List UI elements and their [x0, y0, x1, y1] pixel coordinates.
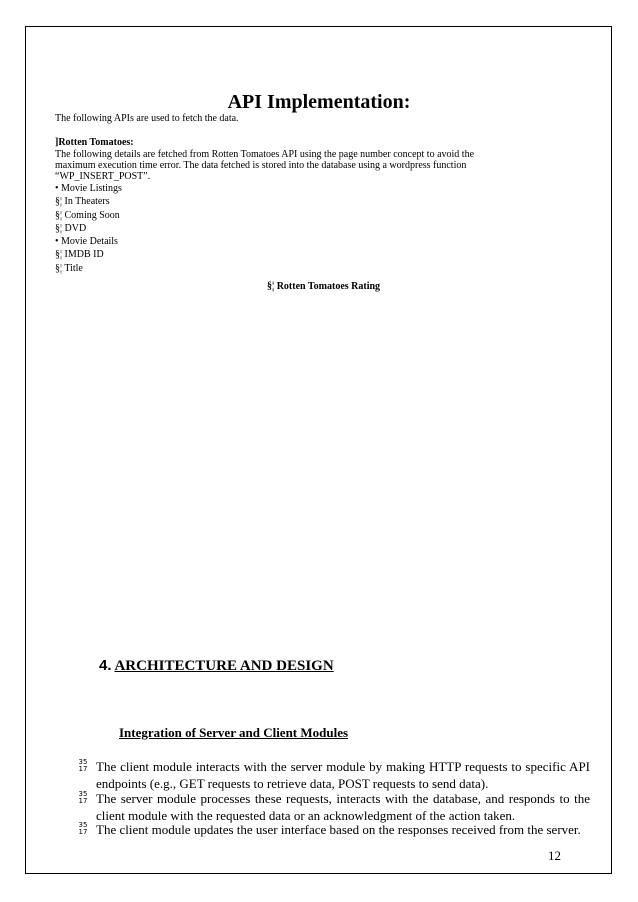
list-item-text: The server module processes these requests, interacts with the database, and responds to the client module with the requested data or an acknowledgment of the action taken. [96, 791, 590, 823]
list-item [55, 235, 118, 248]
list-item [55, 195, 110, 208]
list-item-label: Movie Details [61, 236, 118, 247]
page-title: API Implementation: [227, 91, 411, 113]
list-item-label: Title [64, 263, 83, 274]
page-number: 12 [548, 848, 561, 863]
list-item [55, 209, 120, 222]
list-item-label: Rotten Tomatoes Rating [276, 281, 381, 292]
intro-text: The following APIs are used to fetch the data. [55, 113, 239, 124]
bullet-marker: §¦ [267, 281, 275, 292]
list-item-label: DVD [64, 223, 87, 234]
list-item [55, 248, 104, 261]
bullet-marker: §¦ [55, 196, 63, 207]
description-line: The following details are fetched from Rotten Tomatoes API using the page number concept to avoid the [55, 149, 475, 160]
list-item [55, 262, 83, 275]
bullet-marker: §¦ [55, 223, 63, 234]
list-item [76, 790, 590, 824]
centered-list-item [267, 280, 380, 293]
list-marker-icon: 35 17 [78, 758, 88, 773]
section-number: 4. [99, 657, 112, 674]
description-line: “WP_INSERT_POST”. [55, 171, 151, 182]
bullet-marker: §¦ [55, 249, 63, 260]
list-marker-icon: 35 17 [78, 790, 88, 805]
list-item-label: Coming Soon [64, 210, 120, 221]
list-item [55, 182, 122, 195]
list-item-label: IMDB ID [64, 249, 104, 260]
description-line: maximum execution time error. The data fetched is stored into the database using a wordpress function [55, 160, 467, 171]
section-heading [99, 656, 334, 676]
list-item [76, 821, 590, 838]
rotten-tomatoes-heading: ]Rotten Tomatoes: [55, 137, 134, 148]
bullet-marker: • [55, 183, 59, 194]
list-item-text: The client module interacts with the server module by making HTTP requests to specific API endpoints (e.g., GET requests to retrieve data, POST requests to send data). [96, 759, 590, 791]
list-item-label: Movie Listings [61, 183, 122, 194]
list-item-text: The client module updates the user interface based on the responses received from the server. [96, 822, 581, 837]
list-item [76, 758, 590, 792]
list-marker-icon: 35 17 [78, 821, 88, 836]
bullet-marker: §¦ [55, 210, 63, 221]
section-title: ARCHITECTURE AND DESIGN [114, 658, 334, 674]
subsection-heading: Integration of Server and Client Modules [119, 725, 349, 740]
bullet-marker: §¦ [55, 263, 63, 274]
list-item-label: In Theaters [64, 196, 110, 207]
list-item [55, 222, 86, 235]
bullet-marker: • [55, 236, 59, 247]
